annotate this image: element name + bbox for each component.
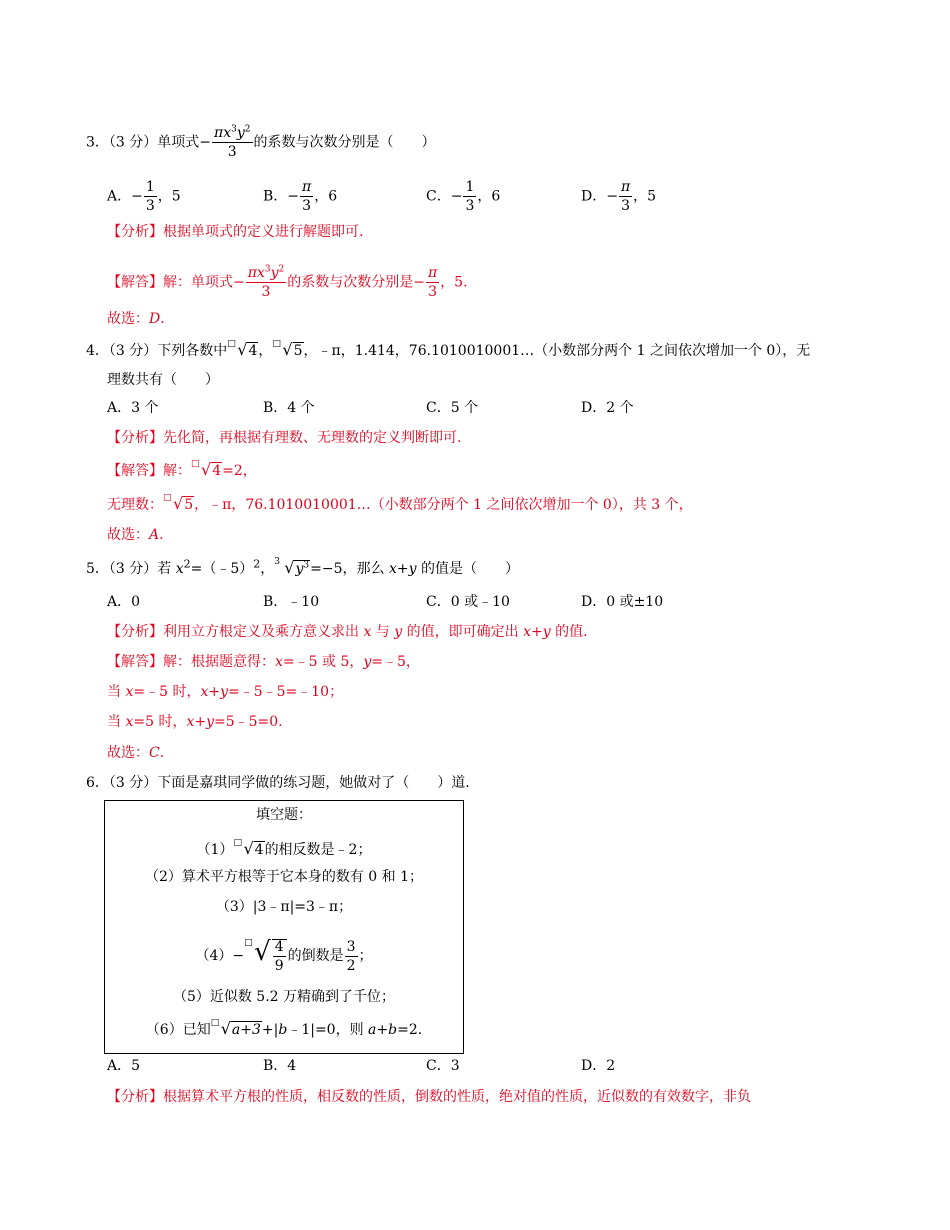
- q3-stem: 3．（3 分）单项式− $\frac{\pi x^3y^2}{3}$ 的系数与次数分别是（ ）: [86, 124, 436, 160]
- box-item-4: （4）− □ √ $\frac{4}{9}$ 的倒数是 $\frac{3}{2}$ ；: [195, 937, 373, 974]
- q4-option-b: B．4 个: [263, 400, 315, 416]
- q5-option-b: B．﹣10: [263, 594, 320, 610]
- q4-analysis: 【分析】先化简，再根据有理数、无理数的定义判断即可.: [107, 430, 462, 446]
- q6-option-a: A．5: [107, 1058, 141, 1074]
- box-item-3: （3）|3﹣π|=3﹣π；: [215, 899, 353, 915]
- q4-stem-line2: 理数共有（ ）: [107, 372, 219, 388]
- q4-number: 4．: [86, 343, 109, 359]
- q5-option-a: A．0: [107, 594, 141, 610]
- q5-stem: 5．（3 分）若 $x^2=(﹣5)^2$， 3 $√y^3=-5$，那么 x+y 的值是（ ）: [86, 557, 519, 577]
- q4-root-4: □ √4: [227, 339, 258, 359]
- q4-option-a: A．3 个: [107, 400, 159, 416]
- q6-option-d: D．2: [581, 1058, 616, 1074]
- q4-score: （3 分）: [108, 343, 158, 359]
- q4-answer: 【解答】解： □ √4=2，: [107, 459, 257, 479]
- q3-option-c: C．− $\frac{1}{3}$ ，6: [426, 179, 501, 214]
- q6-exercise-box: [104, 800, 464, 1054]
- q6-score: （3 分）: [108, 775, 158, 791]
- box-item-2: （2）算术平方根等于它本身的数有 0 和 1；: [144, 869, 424, 885]
- q4-option-c: C．5 个: [426, 400, 479, 416]
- q3-option-a: A．− $\frac{1}{3}$ ，5: [107, 179, 181, 214]
- q6-option-b: B．4: [263, 1058, 297, 1074]
- q4-stem-line1: 4．（3 分）下列各数中 □ √4， □ √5，﹣π，1.414，76.1010010001…（小数部分两个 1 之间依次增加一个 0），无: [86, 339, 811, 359]
- q5-option-d: D．0 或±10: [581, 594, 664, 610]
- box-item-6: （6）已知 □ √a+3+|b﹣1|=0，则 a+b=2.: [145, 1018, 423, 1038]
- q4-choice: 故选：A.: [107, 527, 164, 543]
- q3-fraction: $\frac{\pi x^3y^2}{3}$: [214, 124, 251, 160]
- q3-score: （3 分）: [108, 134, 158, 151]
- q4-irrationals: 无理数： □ √5，﹣π，76.1010010001…（小数部分两个 1 之间依次增加一个 0），共 3 个，: [107, 493, 693, 513]
- q5-cube-root: 3 $√y^3$: [274, 557, 310, 577]
- box-title: 填空题：: [256, 807, 312, 823]
- q6-analysis: 【分析】根据算术平方根的性质，相反数的性质，倒数的性质，绝对值的性质，近似数的有效数字，非负: [107, 1089, 751, 1105]
- q3-option-b: B．− $\frac{\pi}{3}$ ，6: [263, 179, 338, 214]
- q5-analysis: 【分析】利用立方根定义及乘方意义求出 x 与 y 的值，即可确定出 x+y 的值.: [107, 624, 588, 640]
- q6-option-c: C．3: [426, 1058, 460, 1074]
- q5-option-c: C．0 或﹣10: [426, 594, 510, 610]
- q4-root-5: □ √5: [272, 339, 303, 359]
- q5-answer-line1: 【解答】解：根据题意得：x=﹣5 或 5，y=﹣5，: [107, 654, 420, 670]
- box-item-5: （5）近似数 5.2 万精确到了千位；: [172, 989, 396, 1005]
- q5-answer-line3: 当 x=5 时，x+y=5﹣5=0.: [107, 714, 283, 730]
- q6-number: 6．: [86, 775, 109, 791]
- q3-analysis: 【分析】根据单项式的定义进行解题即可.: [107, 224, 364, 240]
- q4-option-d: D．2 个: [581, 400, 634, 416]
- q5-answer-line2: 当 x=﹣5 时，x+y=﹣5﹣5=﹣10；: [107, 684, 344, 700]
- q6-stem: 6．（3 分）下面是嘉琪同学做的练习题，她做对了（ ）道.: [86, 775, 470, 791]
- q5-score: （3 分）: [108, 561, 158, 577]
- q5-number: 5．: [86, 561, 109, 577]
- q5-choice: 故选：C.: [107, 745, 165, 761]
- q3-choice: 故选：D.: [107, 311, 165, 327]
- q3-option-d: D．− $\frac{\pi}{3}$ ，5: [581, 179, 657, 214]
- q3-number: 3．: [86, 134, 109, 151]
- box-item-1: （1） □ √4的相反数是﹣2；: [196, 838, 372, 858]
- q3-answer: 【解答】解：单项式− $\frac{\pi x^3y^2}{3}$ 的系数与次数分别是− $\frac{\pi}{3}$ ，5.: [107, 264, 468, 300]
